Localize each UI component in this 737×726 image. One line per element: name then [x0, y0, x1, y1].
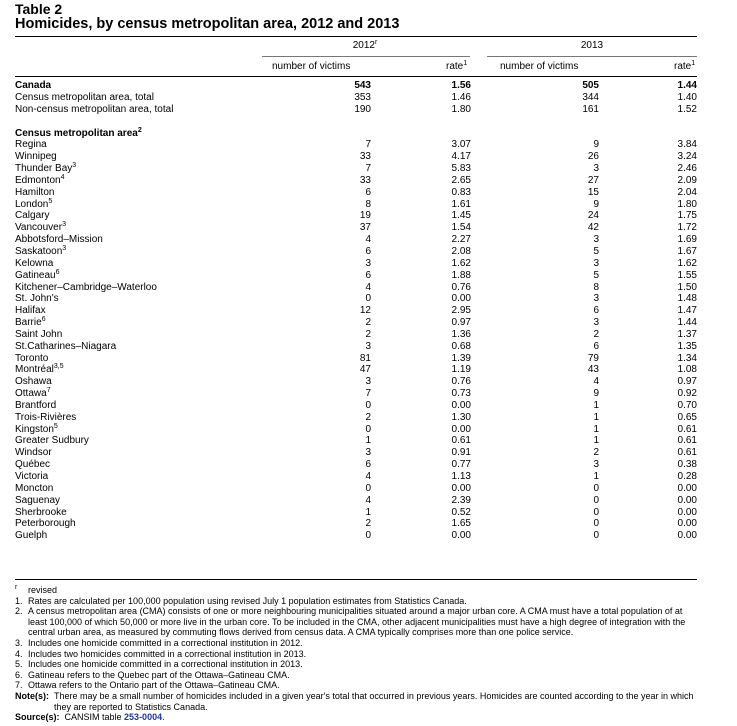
rate-2012: 0.76: [451, 376, 471, 388]
victims-2013: 5: [593, 245, 599, 257]
victims-2013: 3: [593, 459, 599, 471]
table-row: [15, 80, 697, 92]
victims-2013: 3: [593, 293, 599, 305]
rate-2013: 1.40: [677, 91, 697, 103]
row-label: Kingston$^5$: [15, 422, 58, 435]
table-title: Homicides, by census metropolitan area, 2012 and 2013: [15, 16, 400, 32]
victims-2013: 8: [593, 281, 599, 293]
victims-2012: 0: [365, 530, 371, 542]
victims-2012: 0: [365, 482, 371, 494]
rate-2013: 1.80: [677, 198, 697, 210]
rate-2012: 1.62: [451, 257, 471, 269]
victims-2012: 4: [365, 471, 371, 482]
rate-2012: 1.45: [451, 210, 471, 222]
rate-2013: 1.67: [677, 245, 697, 257]
rate-2012: 1.36: [451, 328, 471, 340]
table-row: [15, 222, 697, 234]
rate-2013: 0.70: [677, 399, 697, 411]
victims-2013: 42: [587, 222, 599, 234]
row-label: Saguenay: [15, 494, 61, 506]
footnote-ref: 5: [48, 197, 53, 205]
row-label: London$^5$: [15, 197, 53, 210]
victims-2013: 9: [593, 388, 599, 400]
row-label: Canada: [15, 80, 52, 91]
table-row: [15, 364, 697, 376]
footnote-text: Includes one homicide committed in a correctional institution in 2013.: [28, 659, 303, 670]
rate-2012: 0.73: [451, 388, 471, 400]
victims-2013: 1: [593, 411, 599, 423]
victims-2012: 1: [365, 506, 371, 518]
victims-2012: 3: [365, 447, 371, 459]
row-label: St. John's: [15, 293, 59, 305]
rate-2013: 3.84: [677, 139, 697, 151]
top-rule: [15, 36, 697, 37]
victims-2013: 1: [593, 399, 599, 411]
footnote-ref: 7: [46, 387, 51, 395]
rate-2012: 0.00: [451, 482, 471, 494]
victims-2012: 543: [354, 80, 371, 91]
victims-2013: 4: [593, 376, 599, 388]
victims-2012: 4: [365, 281, 371, 293]
footnote-key: 4.: [15, 648, 23, 659]
rate-2013: 0.97: [677, 376, 697, 388]
bottom-rule: [15, 579, 697, 580]
table-row: [15, 518, 697, 530]
footnote-key: 3.: [15, 637, 23, 648]
row-label: Kelowna: [15, 257, 54, 269]
footnote-text: Includes one homicide committed in a correctional institution in 2012.: [28, 637, 303, 648]
rate-2013: 0.65: [677, 411, 697, 423]
row-label: Trois-Rivières: [15, 411, 77, 423]
footnote: [15, 659, 700, 670]
rate-2012: 0.76: [451, 281, 471, 293]
cansim-link[interactable]: 253-0004: [124, 712, 163, 723]
rate-2013: 1.37: [677, 328, 697, 340]
footnote-list: [15, 585, 700, 691]
rate-2013: 1.55: [677, 269, 697, 281]
row-label: Barrie$^6$: [15, 316, 46, 329]
victims-2012: 7: [365, 163, 371, 175]
table-body: [15, 80, 697, 542]
row-label: Windsor: [15, 447, 52, 459]
footnote-key: r: [15, 584, 18, 591]
row-label: Toronto: [15, 352, 49, 364]
rate-2012: 0.52: [451, 506, 471, 518]
victims-2012: 3: [365, 340, 371, 352]
table-row: [15, 400, 697, 412]
victims-2012: 2: [365, 317, 371, 329]
table-row: [15, 483, 697, 495]
rate-2013: 1.35: [677, 340, 697, 352]
row-label: Hamilton: [15, 186, 55, 198]
table-row: [15, 388, 697, 400]
victims-2013: 344: [582, 91, 599, 103]
col-rate-2012: rate$^1$: [446, 60, 468, 72]
rate-2012: 3.07: [451, 139, 471, 151]
table-row: [15, 353, 697, 365]
rate-2012: 1.13: [451, 471, 471, 482]
footnote-key: 5.: [15, 659, 23, 670]
row-label: Regina: [15, 139, 47, 151]
footnote-ref: 3,5: [53, 363, 64, 371]
rate-2013: 1.62: [677, 257, 697, 269]
table-row: [15, 530, 697, 542]
victims-2012: 12: [359, 305, 371, 317]
victims-2012: 3: [365, 376, 371, 388]
rate-2012: 2.27: [451, 234, 471, 246]
victims-2012: 81: [359, 352, 371, 364]
table-row: [15, 376, 697, 388]
victims-2013: 0: [593, 506, 599, 518]
table-row: [15, 104, 697, 116]
row-label: Abbotsford–Mission: [15, 234, 103, 246]
col-victims-2013: number of victims: [500, 61, 579, 72]
table-row: [15, 270, 697, 282]
rate-2012: 1.54: [451, 222, 471, 234]
table-row: [15, 495, 697, 507]
victims-2013: 0: [593, 482, 599, 494]
footnote: [15, 638, 700, 649]
table-row: [15, 293, 697, 305]
row-label: Census metropolitan area, total: [15, 91, 154, 103]
rate-2012: 0.91: [451, 447, 471, 459]
footnote-text: A census metropolitan area (CMA) consists of one or more neighbouring municipalities situated around a major urban core. A CMA must have a total population of at least 100,000 of which 50,000 or more live in the urban core. To be included in the CMA, other adjacent municipalities must have a high degree of integration with the central urban area, as measured by commuting flows derived from census data. A CMA typically comprises more than one police service.: [28, 606, 686, 638]
rate-2013: 1.69: [677, 234, 697, 246]
footnote: [15, 680, 700, 691]
rate-2013: 1.75: [677, 210, 697, 222]
rate-2013: 1.48: [677, 293, 697, 305]
rate-2013: 0.61: [677, 423, 697, 435]
victims-2012: 6: [365, 269, 371, 281]
table-row: [15, 234, 697, 246]
row-label: Gatineau$^6$: [15, 268, 60, 281]
victims-2012: 33: [359, 174, 371, 186]
table-row: [15, 341, 697, 353]
victims-2013: 2: [593, 328, 599, 340]
rate-2013: 0.28: [677, 471, 697, 482]
rate-2013: 0.38: [677, 459, 697, 471]
table-row: [15, 282, 697, 294]
rate-2013: 0.00: [677, 494, 697, 506]
row-label: Vancouver$^3$: [15, 221, 66, 234]
victims-2012: 2: [365, 328, 371, 340]
row-label: Saint John: [15, 328, 63, 340]
footnote-key: 6.: [15, 669, 23, 680]
row-label: Edmonton$^4$: [15, 173, 65, 186]
year-2013-header: 2013: [580, 40, 604, 51]
victims-2013: 6: [593, 340, 599, 352]
section-heading: Census metropolitan area$^2$: [15, 126, 142, 139]
rate-2012: 1.30: [451, 411, 471, 423]
col-rate-2013: rate$^1$: [674, 60, 696, 72]
rate-2012: 2.08: [451, 245, 471, 257]
footnote-ref: 3: [62, 244, 67, 252]
row-label: Moncton: [15, 482, 54, 494]
footnote-text: revised: [28, 585, 58, 595]
victims-2012: 0: [365, 399, 371, 411]
victims-2013: 43: [587, 364, 599, 376]
rate-2012: 2.39: [451, 494, 471, 506]
victims-2013: 6: [593, 305, 599, 317]
table-row: [15, 471, 697, 483]
rate-2013: 1.72: [677, 222, 697, 234]
table-row: [15, 246, 697, 258]
victims-2012: 33: [359, 151, 371, 163]
rate-2013: 1.34: [677, 352, 697, 364]
table-row: [15, 424, 697, 436]
footnote-ref: 5: [53, 422, 58, 430]
victims-2012: 7: [365, 388, 371, 400]
victims-2013: 27: [587, 174, 599, 186]
row-label: Calgary: [15, 210, 50, 222]
rate-2012: 2.95: [451, 305, 471, 317]
victims-2012: 6: [365, 459, 371, 471]
victims-2013: 24: [587, 210, 599, 222]
rate-2012: 0.00: [451, 423, 471, 435]
table-row: [15, 507, 697, 519]
footnote-text: Gatineau refers to the Quebec part of the Ottawa–Gatineau CMA.: [28, 669, 290, 680]
rate-2013: 1.44: [677, 80, 697, 91]
table-row: [15, 175, 697, 187]
victims-2013: 1: [593, 423, 599, 435]
rate-2013: 2.46: [677, 163, 697, 175]
rate-2013: 1.44: [677, 317, 697, 329]
victims-2013: 505: [582, 80, 599, 91]
row-label: Québec: [15, 459, 51, 471]
victims-2013: 9: [593, 139, 599, 151]
victims-2013: 0: [593, 494, 599, 506]
victims-2013: 2: [593, 447, 599, 459]
table-number: Table 2: [15, 1, 63, 17]
footnote-key: 7.: [15, 680, 23, 691]
victims-2013: 3: [593, 257, 599, 269]
rate-2012: 0.68: [451, 340, 471, 352]
footnote: [15, 670, 700, 681]
victims-2012: 6: [365, 186, 371, 198]
footnote-text: Ottawa refers to the Ontario part of the Ottawa–Gatineau CMA.: [28, 680, 280, 691]
row-label: Halifax: [15, 305, 46, 317]
rate-2012: 0.83: [451, 186, 471, 198]
rate-2013: 2.09: [677, 174, 697, 186]
footnote: [15, 606, 700, 638]
table-row: [15, 305, 697, 317]
rate-2013: 1.50: [677, 281, 697, 293]
rate-2012: 4.17: [451, 151, 471, 163]
source-s: Source(s): CANSIM table 253-0004.: [15, 712, 165, 723]
victims-2012: 353: [354, 91, 371, 103]
table-row: [15, 199, 697, 211]
table-row: [15, 139, 697, 151]
rate-2013: 0.61: [677, 447, 697, 459]
victims-2013: 79: [587, 352, 599, 364]
cma-rows: [15, 139, 697, 542]
row-label: Montréal$^{3,5}$: [15, 363, 64, 376]
year-2013-rule: [487, 56, 697, 57]
victims-2013: 26: [587, 151, 599, 163]
row-label: Oshawa: [15, 376, 52, 388]
rate-2013: 1.47: [677, 305, 697, 317]
footnote-key: 2.: [15, 606, 23, 617]
victims-2012: 7: [365, 139, 371, 151]
col-victims-2012: number of victims: [272, 61, 351, 72]
footnote: [15, 649, 700, 660]
rate-2012: 1.61: [451, 198, 471, 210]
footnote-ref: 3: [62, 221, 66, 229]
footnote: [15, 585, 700, 596]
table-row: [15, 151, 697, 163]
rate-2012: 1.19: [451, 364, 471, 376]
row-label: Guelph: [15, 530, 48, 542]
year-2012-header: 2012$^r$: [352, 39, 378, 51]
victims-2013: 1: [593, 471, 599, 482]
rate-2012: 1.39: [451, 352, 471, 364]
victims-2013: 3: [593, 234, 599, 246]
row-label: Kitchener–Cambridge–Waterloo: [15, 281, 157, 293]
year-2012-rule: [262, 56, 470, 57]
victims-2013: 3: [593, 163, 599, 175]
victims-2012: 37: [359, 222, 371, 234]
row-label: Brantford: [15, 399, 57, 411]
rate-2013: 0.00: [677, 506, 697, 518]
header-rule: [15, 76, 697, 77]
rate-2012: 1.65: [451, 518, 471, 530]
victims-2012: 190: [354, 103, 371, 115]
table-row: [15, 92, 697, 104]
table-row: [15, 412, 697, 424]
row-label: Greater Sudbury: [15, 435, 89, 447]
row-label: Non-census metropolitan area, total: [15, 103, 174, 115]
footnote-text: Rates are calculated per 100,000 population using revised July 1 population estimates from Statistics Canada.: [28, 595, 467, 606]
victims-2012: 19: [359, 210, 371, 222]
victims-2013: 1: [593, 435, 599, 447]
rate-2012: 2.65: [451, 174, 471, 186]
rate-2013: 1.52: [677, 103, 697, 115]
table-row: [15, 187, 697, 199]
victims-2013: 3: [593, 317, 599, 329]
footnote-text: Includes two homicides committed in a correctional institution in 2013.: [28, 648, 307, 659]
rate-2013: 0.00: [677, 518, 697, 530]
victims-2012: 6: [365, 245, 371, 257]
rate-2012: 0.97: [451, 317, 471, 329]
rate-2012: 0.77: [451, 459, 471, 471]
row-label: Saskatoon$^3$: [15, 244, 67, 257]
footnote: [15, 596, 700, 607]
rate-2013: 3.24: [677, 151, 697, 163]
victims-2012: 4: [365, 494, 371, 506]
row-label: Victoria: [15, 471, 49, 482]
rate-2012: 1.46: [451, 91, 471, 103]
table-row: [15, 447, 697, 459]
table-row: [15, 163, 697, 175]
rate-2012: 1.80: [451, 103, 471, 115]
rate-2013: 0.92: [677, 388, 697, 400]
row-label: Sherbrooke: [15, 506, 67, 518]
rate-2012: 0.00: [451, 530, 471, 542]
table-row: [15, 329, 697, 341]
victims-2012: 8: [365, 198, 371, 210]
table-row: [15, 435, 697, 447]
footnotes: [15, 585, 700, 723]
victims-2013: 9: [593, 198, 599, 210]
footnote-ref: 6: [55, 268, 60, 276]
footnote-key: 1.: [15, 595, 23, 606]
victims-2013: 15: [587, 186, 599, 198]
row-label: St.Catharines–Niagara: [15, 340, 117, 352]
note-s: Note(s): There may be a small number of homicides included in a given year's total that occurred in previous years. Homicides are counted according to the year in which they are reported to Statistics Canada.: [15, 690, 694, 712]
rate-2013: 0.00: [677, 482, 697, 494]
table-row: [15, 210, 697, 222]
victims-2013: 161: [582, 103, 599, 115]
victims-2013: 0: [593, 530, 599, 542]
row-label: Thunder Bay$^3$: [15, 162, 77, 175]
victims-2012: 47: [359, 364, 371, 376]
summary-rows: [15, 80, 697, 116]
victims-2012: 1: [365, 435, 371, 447]
table-row: [15, 317, 697, 329]
victims-2012: 0: [365, 423, 371, 435]
victims-2012: 2: [365, 411, 371, 423]
footnote-ref: 6: [41, 316, 46, 324]
rate-2012: 0.00: [451, 399, 471, 411]
rate-2012: 1.56: [451, 80, 471, 91]
row-label: Winnipeg: [15, 151, 57, 163]
rate-2013: 0.00: [677, 530, 697, 542]
victims-2012: 3: [365, 257, 371, 269]
victims-2013: 5: [593, 269, 599, 281]
table-row: [15, 258, 697, 270]
rate-2012: 0.00: [451, 293, 471, 305]
victims-2012: 4: [365, 234, 371, 246]
victims-2012: 2: [365, 518, 371, 530]
rate-2013: 1.08: [677, 364, 697, 376]
rate-2012: 5.83: [451, 163, 471, 175]
rate-2012: 1.88: [451, 269, 471, 281]
victims-2013: 0: [593, 518, 599, 530]
row-gap: [15, 116, 697, 128]
rate-2012: 0.61: [451, 435, 471, 447]
row-label: Ottawa$^7$: [15, 387, 51, 400]
row-label: Peterborough: [15, 518, 76, 530]
victims-2012: 0: [365, 293, 371, 305]
rate-2013: 0.61: [677, 435, 697, 447]
footnote-ref: 3: [72, 162, 77, 170]
footnote-ref: 4: [60, 173, 65, 181]
table-row: [15, 459, 697, 471]
rate-2013: 2.04: [677, 186, 697, 198]
